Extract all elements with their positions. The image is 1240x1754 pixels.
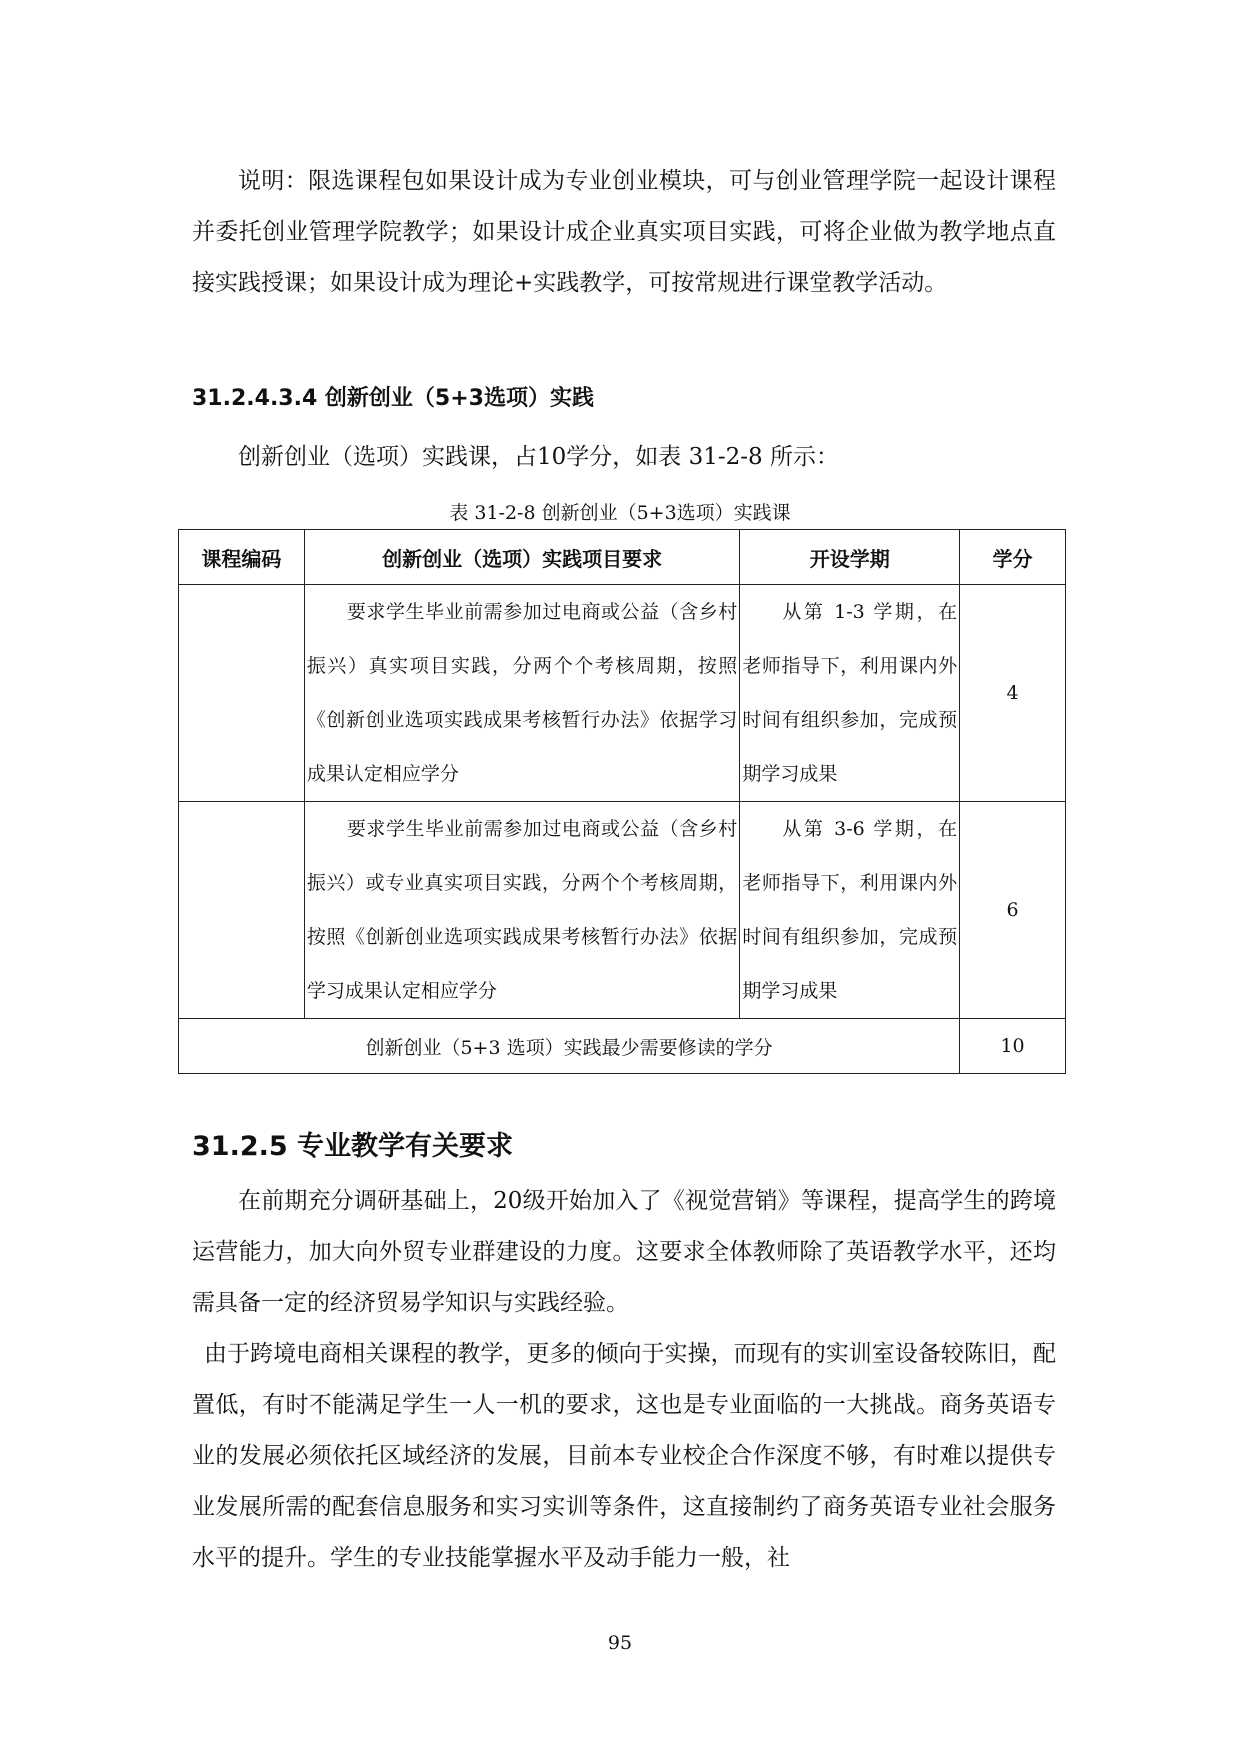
semester-cell	[740, 802, 960, 1019]
semester-cell	[740, 585, 960, 802]
section-intro-paragraph: 创新创业（选项）实践课，占10学分，如表 31-2-8 所示：	[238, 444, 839, 470]
total-label-cell: 创新创业（5+3 选项）实践最少需要修读的学分	[179, 1019, 960, 1074]
body-paragraph-2: 由于跨境电商相关课程的教学，更多的倾向于实操，而现有的实训室设备较陈旧，配置低，有时不能满足学生一人一机的要求，这也是专业面临的一大挑战。商务英语专业的发展必须依托区域经济的发展，目前本专业校企合作深度不够，有时难以提供专业发展所需的配套信息服务和实习实训等条件，这直接制约了商务英语专业社会服务水平的提升。学生的专业技能掌握水平及动手能力一般，社	[192, 1341, 1056, 1571]
header-requirement: 创新创业（选项）实践项目要求	[304, 530, 739, 585]
requirement-cell	[304, 802, 739, 1019]
course-table	[178, 529, 1066, 1074]
page-number: 95	[607, 1632, 633, 1654]
semester-text: 从第 1-3 学期，在老师指导下，利用课内外时间有组织参加，完成预期学习成果	[742, 601, 958, 785]
table-caption: 表 31-2-8 创新创业（5+3选项）实践课	[449, 502, 791, 524]
credits-cell: 6	[960, 802, 1066, 1019]
course-code-cell	[179, 585, 305, 802]
intro-note-paragraph: 说明：限选课程包如果设计成为专业创业模块，可与创业管理学院一起设计课程并委托创业管理学院教学；如果设计成企业真实项目实践，可将企业做为教学地点直接实践授课；如果设计成为理论+实践教学，可按常规进行课堂教学活动。	[192, 168, 1056, 296]
table-row	[179, 585, 1066, 802]
table-total-row	[179, 1019, 1066, 1074]
requirement-cell	[304, 585, 739, 802]
header-semester: 开设学期	[740, 530, 960, 585]
credits-cell: 4	[960, 585, 1066, 802]
table-header-row	[179, 530, 1066, 585]
total-value-cell: 10	[960, 1019, 1066, 1074]
semester-text: 从第 3-6 学期，在老师指导下，利用课内外时间有组织参加，完成预期学习成果	[742, 818, 958, 1002]
subsection-heading: 31.2.5 专业教学有关要求	[192, 1131, 514, 1162]
requirement-text: 要求学生毕业前需参加过电商或公益（含乡村振兴）或专业真实项目实践，分两个个考核周期，按照《创新创业选项实践成果考核暂行办法》依据学习成果认定相应学分	[306, 818, 738, 1002]
requirement-text: 要求学生毕业前需参加过电商或公益（含乡村振兴）真实项目实践，分两个个考核周期，按照《创新创业选项实践成果考核暂行办法》依据学习成果认定相应学分	[306, 601, 738, 785]
table-row	[179, 802, 1066, 1019]
section-heading: 31.2.4.3.4 创新创业（5+3选项）实践	[192, 386, 594, 411]
body-paragraph-1: 在前期充分调研基础上，20级开始加入了《视觉营销》等课程，提高学生的跨境运营能力，加大向外贸专业群建设的力度。这要求全体教师除了英语教学水平，还均需具备一定的经济贸易学知识与实践经验。	[192, 1188, 1056, 1316]
header-course-code: 课程编码	[179, 530, 305, 585]
course-code-cell	[179, 802, 305, 1019]
header-credits: 学分	[960, 530, 1066, 585]
